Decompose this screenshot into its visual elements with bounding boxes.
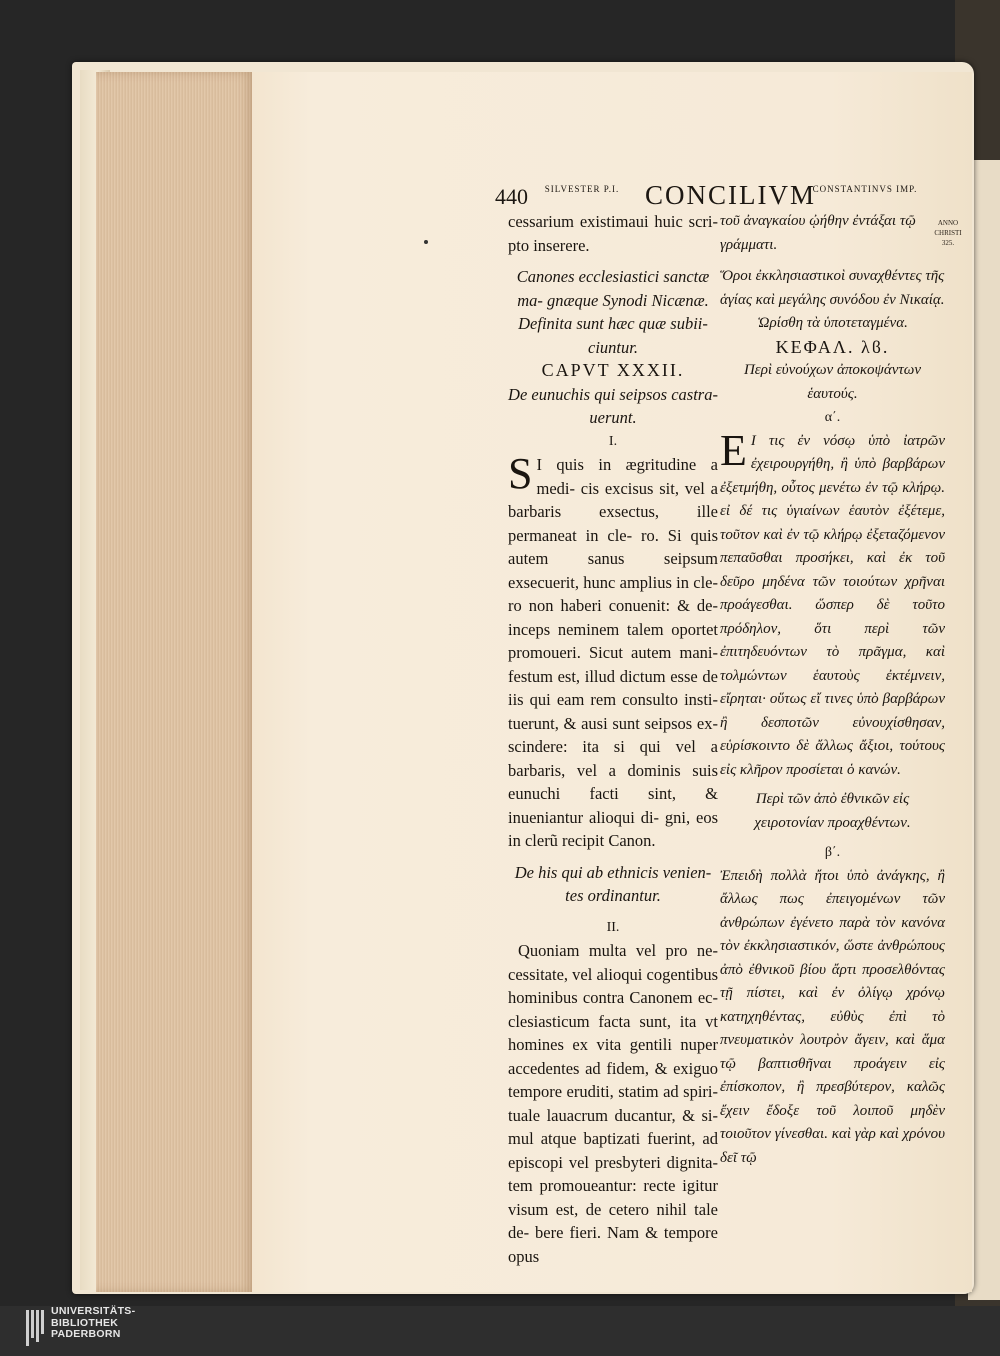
latin-heading-2: De his qui ab ethnicis venien- tes ordinantur. <box>514 862 712 905</box>
greek-dropcap: Ε <box>720 425 747 475</box>
library-name-line-2: BIBLIOTHEK <box>51 1316 119 1329</box>
greek-canon-text-1 <box>720 425 945 783</box>
latin-canon-text-2: Quoniam multa vel pro ne- cessitate, vel alioqui cogentibus hominibus contra Canonem ec- clesiasticum facta sunt, ita vt homines ex vita gentili nuper accedentes ad fidem, & exiguo tempore eruditi, statim ad spiri- tuale lauacrum ducantur, & si- mul atque baptizati fuerint, ad episcopi vel presbyteri dignita- tem promoueantur: recte igitur visum est, de cetero nihil tale de- bere fieri. Nam & tempore opus <box>508 941 718 1266</box>
greek-heading-1: Περὶ εὐνούχων ἀποκοψάντων ἑαυτούς. <box>743 362 922 402</box>
ink-spot <box>424 240 428 244</box>
greek-column <box>720 210 945 1170</box>
latin-canon-text-1 <box>508 449 718 853</box>
latin-canon-body-1: I quis in ægritudine a medi- cis excisus sit, vel a barbaris exsectus, ille permaneat in cle- ro. Si quis autem sanus seipsum exsecuerit, hunc amplius in cle- ro non haberi conuenit: & de- inceps neminem talem oportet promoueri. Sicut autem mani- festum est, illud dictum esse de iis qui eam rem consulto insti- tuerunt, & ausi sunt seipsos ex- scindere: ita si qui vel a barbaris, vel a dominis suis eunuchi facti sint, & inueniantur alioqui di- gni, eos in clerũ recipit Canon. <box>508 455 718 850</box>
greek-canon-title: Ὅροι ἐκκλησιαστικοὶ συναχθέντες τῆς ἁγίας καὶ μεγάλης συνόδου ἐν Νικαίᾳ. <box>720 268 945 308</box>
library-footer <box>0 1306 1000 1356</box>
latin-canon-number-1: I. <box>608 433 618 449</box>
greek-canon-text-2: Ἐπειδὴ πολλὰ ἤτοι ὑπὸ ἀνάγκης, ἢ ἄλλως πως ἐπειγομένων τῶν ἀνθρώπων ἐγένετο παρὰ τὸν κανόνα τὸν ἐκκλησιαστικόν, ὥστε ἀνθρώπους ἀπὸ ἐθνικοῦ βίου ἄρτι προσελθόντας τῇ πίστει, καὶ ἐν ὀλίγῳ χρόνῳ κατηχηθέντας, εὐθὺς ἐπὶ τὸ πνευματικὸν λουτρὸν ἄγειν, καὶ ἅμα τῷ βαπτισθῆναι προάγειν εἰς ἐπίσκοπον, ἢ πρεσβύτερον, καλῶς ἔχειν ἔδοξε τοῦ λοιποῦ μηδὲν τοιοῦτον γίνεσθαι. καὶ γὰρ καὶ χρόνου δεῖ τῷ <box>720 867 945 1166</box>
latin-canon-title: Canones ecclesiastici sanctæ ma- gnæque Synodi Nicænæ. <box>516 267 710 310</box>
page-number: 440 <box>495 184 528 209</box>
latin-column <box>508 210 718 1268</box>
greek-canon-number-2: β΄. <box>824 845 841 860</box>
greek-heading-2: Περὶ τῶν ἀπὸ ἐθνικῶν εἰς χειροτονίαν προαχθέντων. <box>754 791 911 831</box>
margin-note-year: ANNO CHRISTI 325. <box>934 219 962 247</box>
library-name-line-1: UNIVERSITÄTS- <box>51 1305 136 1317</box>
latin-dropcap: S <box>508 449 533 498</box>
latin-canon-number-2: II. <box>606 919 620 935</box>
right-running-head: CONSTANTINVS IMP. <box>812 184 918 194</box>
library-name-line-3: PADERBORN <box>51 1328 121 1340</box>
latin-intro: cessarium existimaui huic scri- pto inserere. <box>508 212 718 255</box>
greek-intro: τοῦ ἀναγκαίου ᾠήθην ἐντάξαι τῷ γράμματι. <box>720 213 916 253</box>
greek-definita: Ὡρίσθη τὰ ὑποτεταγμένα. <box>757 315 908 331</box>
greek-canon-number-1: α΄. <box>824 410 841 425</box>
page-block-edges <box>96 72 256 1292</box>
latin-caput-heading: CAPVT XXXII. <box>541 360 685 380</box>
latin-heading-1: De eunuchis qui seipsos castra- uerunt. <box>508 384 718 427</box>
library-name <box>51 1306 135 1341</box>
left-running-head: SILVESTER P.I. <box>544 184 620 194</box>
page-title: CONCILIVM <box>645 180 816 210</box>
greek-canon-body-1: Ι τις ἐν νόσῳ ὑπὸ ἰατρῶν ἐχειρουργήθη, ἢ ὑπὸ βαρβάρων ἐξετμήθη, οὗτος μενέτω ἐν τῷ κλήρῳ. εἰ δέ τις ὑγιαίνων ἑαυτὸν ἐξέτεμε, τοῦτον καὶ ἐν τῷ κλήρῳ ἐξεταζόμενον πεπαῦσθαι προσήκει, καὶ ἐκ τοῦ δεῦρο μηδένα τῶν τοιούτων χρῆναι προάγεσθαι. ὥσπερ δὲ τοῦτο πρόδηλον, ὅτι περὶ τῶν ἐπιτηδευόντων τὸ πρᾶγμα, καὶ τολμώντων ἑαυτοὺς ἐκτέμνειν, εἴρηται· οὕτως εἴ τινες ὑπὸ βαρβάρων ἢ δεσποτῶν εὐνουχίσθησαν, εὑρίσκοιντο δὲ ἄλλως ἄξιοι, τούτους εἰς κλῆρον προσίεται ὁ κανών. <box>720 432 945 778</box>
latin-definita: Definita sunt hæc quæ subii- ciuntur. <box>518 314 708 357</box>
greek-caput-heading: ΚΕΦΑΛ. λϐ. <box>775 336 890 357</box>
